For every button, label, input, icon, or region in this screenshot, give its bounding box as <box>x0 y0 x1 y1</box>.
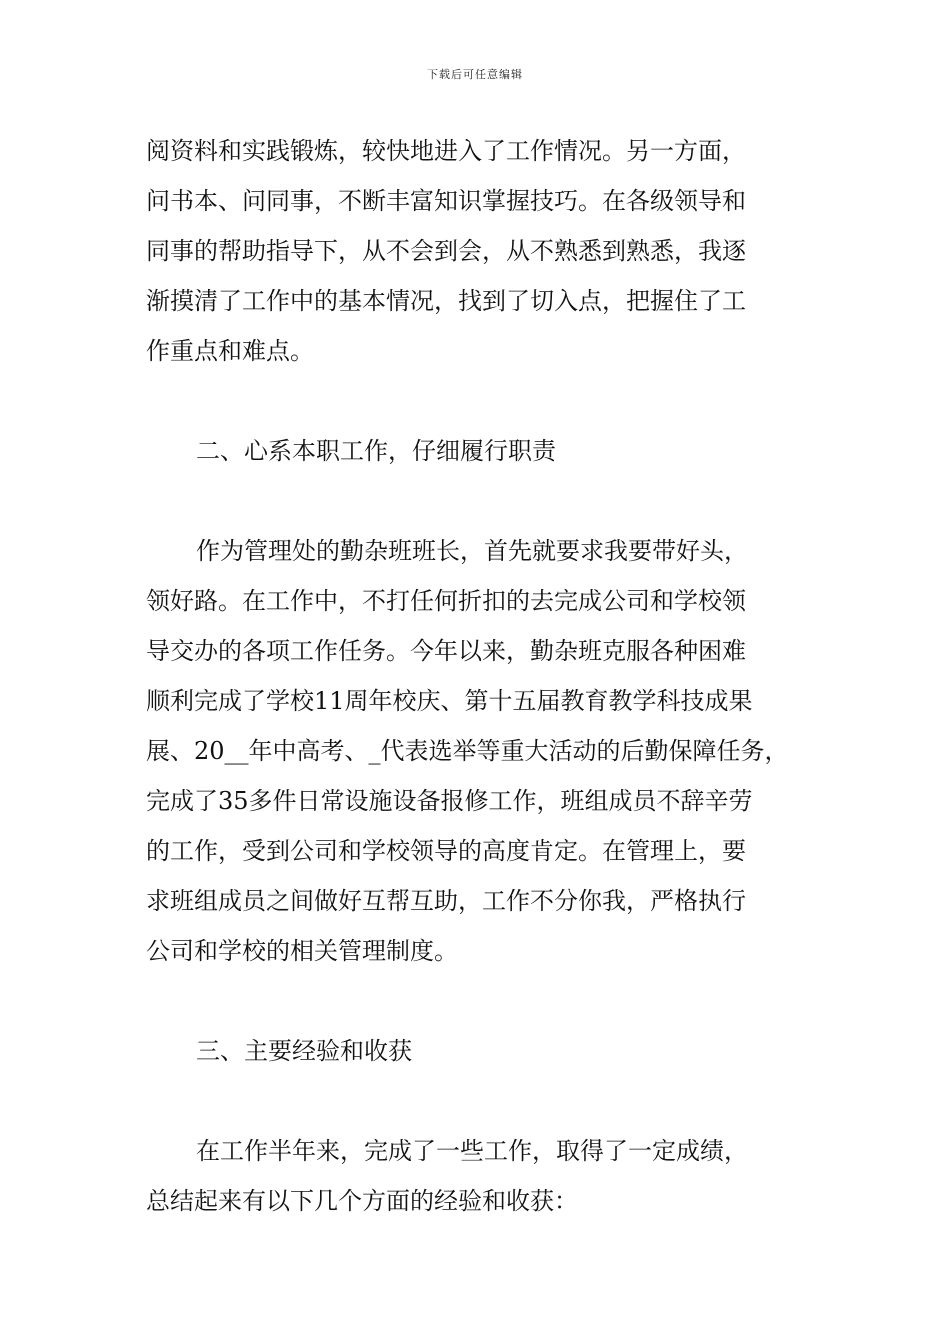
text-line: 领好路。在工作中，不打任何折扣的去完成公司和学校领 <box>146 587 746 615</box>
text-line: 求班组成员之间做好互帮互助，工作不分你我，严格执行 <box>146 887 746 915</box>
text-line: 的工作，受到公司和学校领导的高度肯定。在管理上，要 <box>146 837 746 865</box>
paragraph-gap <box>146 1076 816 1126</box>
text-line: 完成了35多件日常设施设备报修工作，班组成员不辞辛劳 <box>146 787 753 815</box>
paragraph-section-3 <box>146 1126 816 1226</box>
text-line: 作为管理处的勤杂班班长，首先就要求我要带好头， <box>196 537 748 565</box>
text-line: 导交办的各项工作任务。今年以来，勤杂班克服各种困难 <box>146 637 746 665</box>
page-header: 下载后可任意编辑 <box>427 68 523 81</box>
paragraph-section-2 <box>146 526 816 976</box>
text-line: 总结起来有以下几个方面的经验和收获： <box>146 1187 578 1215</box>
paragraph-gap <box>146 376 816 426</box>
paragraph-continued <box>146 126 816 376</box>
text-line: 阅资料和实践锻炼，较快地进入了工作情况。另一方面， <box>146 137 746 165</box>
paragraph-gap <box>146 476 816 526</box>
text-line: 顺利完成了学校11周年校庆、第十五届教育教学科技成果 <box>146 687 753 715</box>
text-line: 渐摸清了工作中的基本情况，找到了切入点，把握住了工 <box>146 287 746 315</box>
text-line: 作重点和难点。 <box>146 337 314 365</box>
paragraph-gap <box>146 976 816 1026</box>
text-line: 公司和学校的相关管理制度。 <box>146 937 458 965</box>
section-heading-2: 二、心系本职工作，仔细履行职责 <box>196 437 556 465</box>
section-heading-3: 三、主要经验和收获 <box>196 1037 412 1065</box>
document-body <box>146 126 816 1226</box>
text-line: 同事的帮助指导下，从不会到会，从不熟悉到熟悉，我逐 <box>146 237 746 265</box>
text-line: 问书本、问同事，不断丰富知识掌握技巧。在各级领导和 <box>146 187 746 215</box>
text-line: 展、20__年中高考、_代表选举等重大活动的后勤保障任务， <box>146 737 789 765</box>
text-line: 在工作半年来，完成了一些工作，取得了一定成绩， <box>196 1137 748 1165</box>
